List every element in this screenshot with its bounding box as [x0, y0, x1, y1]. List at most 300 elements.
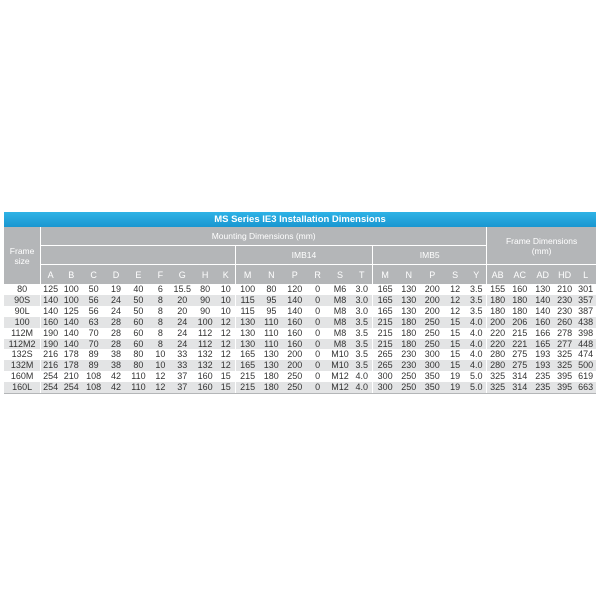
dimension-cell: 0: [306, 306, 328, 317]
dimension-cell: 130: [397, 284, 420, 295]
dimension-cell: 178: [60, 360, 82, 371]
dimension-cell: 24: [105, 295, 127, 306]
dimension-cell: 301: [575, 284, 596, 295]
dimension-cell: 200: [421, 306, 444, 317]
dimension-cell: 10: [150, 349, 171, 360]
column-header: P: [421, 265, 444, 285]
dimension-cell: 155: [487, 284, 508, 295]
dimension-cell: 130: [235, 339, 259, 350]
table-title: MS Series IE3 Installation Dimensions: [4, 212, 596, 227]
dimension-cell: 278: [554, 328, 575, 339]
dimension-cell: 180: [260, 382, 283, 393]
dimension-cell: 619: [575, 371, 596, 382]
dimension-cell: 89: [82, 349, 104, 360]
column-header: N: [397, 265, 420, 285]
dimension-cell: 33: [171, 360, 193, 371]
dimension-cell: 215: [373, 317, 397, 328]
dimension-cell: 38: [105, 360, 127, 371]
dimension-cell: 220: [487, 339, 508, 350]
dimension-cell: 15: [444, 328, 466, 339]
dimension-cell: 140: [60, 328, 82, 339]
dimension-cell: 140: [532, 306, 554, 317]
dimension-cell: 132: [193, 349, 216, 360]
table-row: [4, 306, 596, 317]
frame-size-cell: 160M: [4, 371, 41, 382]
column-header: AC: [508, 265, 531, 285]
dimension-cell: 300: [421, 360, 444, 371]
dimension-cell: 0: [306, 317, 328, 328]
table-row: [4, 284, 596, 295]
imb14-header: IMB14: [235, 246, 372, 265]
dimension-cell: 265: [373, 360, 397, 371]
dimension-cell: 230: [397, 349, 420, 360]
dimension-cell: 200: [421, 295, 444, 306]
dimension-cell: 314: [508, 382, 531, 393]
dimension-cell: 130: [260, 360, 283, 371]
column-header: S: [329, 265, 351, 285]
frame-size-cell: 160L: [4, 382, 41, 393]
dimension-cell: 15: [217, 371, 235, 382]
dimension-cell: 50: [127, 295, 149, 306]
dimension-cell: 120: [283, 284, 306, 295]
dimension-cell: 220: [487, 328, 508, 339]
dimension-cell: 215: [235, 382, 259, 393]
dimension-cell: 160: [283, 317, 306, 328]
dimension-cell: 438: [575, 317, 596, 328]
dimension-cell: 4.0: [466, 360, 486, 371]
dimension-cell: 70: [82, 328, 104, 339]
dimension-cell: 10: [217, 284, 235, 295]
dimension-cell: 80: [127, 349, 149, 360]
dimension-cell: 19: [444, 382, 466, 393]
dimension-cell: 0: [306, 339, 328, 350]
dimension-cell: 15: [217, 382, 235, 393]
dimension-cell: 230: [397, 360, 420, 371]
dimension-cell: 110: [260, 328, 283, 339]
dimension-cell: 216: [41, 360, 60, 371]
dimension-cell: 300: [421, 349, 444, 360]
dimension-cell: 24: [171, 328, 193, 339]
column-header: N: [260, 265, 283, 285]
dimension-cell: 277: [554, 339, 575, 350]
column-header: C: [82, 265, 104, 285]
dimension-cell: 110: [260, 339, 283, 350]
dimension-cell: 193: [532, 349, 554, 360]
table-row: [4, 349, 596, 360]
dimension-cell: 108: [82, 371, 104, 382]
dimension-cell: 140: [60, 317, 82, 328]
table-row: [4, 371, 596, 382]
frame-size-header-line2: size: [14, 255, 30, 266]
dimension-cell: 4.0: [351, 371, 372, 382]
frame-size-cell: 100: [4, 317, 41, 328]
dimension-cell: 3.5: [351, 360, 372, 371]
dimension-cell: 3.5: [466, 295, 486, 306]
dimension-cell: 3.5: [351, 349, 372, 360]
dimension-cell: 190: [41, 328, 60, 339]
dimension-cell: 663: [575, 382, 596, 393]
dimension-cell: 160: [532, 317, 554, 328]
dimension-cell: 50: [127, 306, 149, 317]
dimension-cell: 108: [82, 382, 104, 393]
dimension-cell: 10: [150, 360, 171, 371]
dimension-cell: 95: [260, 295, 283, 306]
dimension-cell: 12: [444, 284, 466, 295]
dimension-cell: 80: [127, 360, 149, 371]
dimension-cell: 130: [235, 328, 259, 339]
frame-size-cell: 80: [4, 284, 41, 295]
dimension-cell: 275: [508, 349, 531, 360]
dimension-cell: 112: [193, 339, 216, 350]
dimension-cell: 60: [127, 339, 149, 350]
dimension-cell: 165: [532, 339, 554, 350]
dimension-cell: 15: [444, 317, 466, 328]
dimension-cell: 474: [575, 349, 596, 360]
dimension-cell: 500: [575, 360, 596, 371]
dimension-cell: 40: [127, 284, 149, 295]
dimension-cell: 215: [235, 371, 259, 382]
dimension-cell: 28: [105, 328, 127, 339]
dimension-cell: M8: [329, 328, 351, 339]
dimension-cell: 24: [105, 306, 127, 317]
dimension-cell: 56: [82, 306, 104, 317]
dimension-cell: 160: [41, 317, 60, 328]
dimension-cell: 37: [171, 371, 193, 382]
dimension-cell: 190: [41, 339, 60, 350]
dimension-cell: 12: [150, 382, 171, 393]
dimension-cell: 12: [217, 317, 235, 328]
column-header: R: [306, 265, 328, 285]
dimension-cell: 166: [532, 328, 554, 339]
dimension-cell: 3.0: [351, 295, 372, 306]
dimension-cell: 0: [306, 371, 328, 382]
table-row: [4, 339, 596, 350]
dimension-cell: 115: [235, 295, 259, 306]
dimension-cell: 100: [235, 284, 259, 295]
column-header: D: [105, 265, 127, 285]
dimension-cell: 3.5: [466, 284, 486, 295]
dimension-cell: 4.0: [466, 349, 486, 360]
column-header: P: [283, 265, 306, 285]
dimension-cell: 63: [82, 317, 104, 328]
dimension-cell: 250: [283, 382, 306, 393]
table-row: [4, 328, 596, 339]
column-header: AB: [487, 265, 508, 285]
dimension-cell: 165: [373, 306, 397, 317]
dimension-cell: 448: [575, 339, 596, 350]
column-header: L: [575, 265, 596, 285]
dimension-cell: 3.0: [351, 284, 372, 295]
dimension-cell: 250: [397, 382, 420, 393]
imb5-header: IMB5: [373, 246, 487, 265]
column-header: A: [41, 265, 60, 285]
dimension-cell: 95: [260, 306, 283, 317]
dimension-cell: 100: [60, 284, 82, 295]
dimension-cell: 216: [41, 349, 60, 360]
dimension-cell: 165: [373, 284, 397, 295]
dimensions-table-container: [4, 212, 596, 394]
dimension-cell: M12: [329, 382, 351, 393]
frame-size-cell: 132S: [4, 349, 41, 360]
frame-size-cell: 90S: [4, 295, 41, 306]
dimension-cell: 350: [421, 382, 444, 393]
dimension-cell: M8: [329, 339, 351, 350]
column-header: F: [150, 265, 171, 285]
dimension-cell: 200: [283, 349, 306, 360]
table-bottom-rule: [4, 393, 596, 394]
dimension-cell: 180: [397, 317, 420, 328]
dimension-cell: 70: [82, 339, 104, 350]
dimension-cell: 115: [235, 306, 259, 317]
dimension-cell: 0: [306, 284, 328, 295]
frame-size-header: [4, 227, 41, 284]
dimension-cell: 178: [60, 349, 82, 360]
dimension-cell: 140: [283, 295, 306, 306]
installation-dimensions-table: [4, 212, 596, 393]
dimension-cell: 10: [217, 295, 235, 306]
dimension-cell: 265: [373, 349, 397, 360]
dimension-cell: 254: [41, 371, 60, 382]
dimension-cell: 8: [150, 317, 171, 328]
dimension-cell: 200: [283, 360, 306, 371]
dimension-cell: 235: [532, 382, 554, 393]
column-header: M: [235, 265, 259, 285]
dimension-cell: 130: [260, 349, 283, 360]
dimension-cell: 42: [105, 382, 127, 393]
dimension-cell: 6: [150, 284, 171, 295]
dimension-cell: 165: [373, 295, 397, 306]
dimension-cell: M12: [329, 371, 351, 382]
dimension-cell: 125: [41, 284, 60, 295]
frame-size-cell: 112M2: [4, 339, 41, 350]
table-row: [4, 317, 596, 328]
dimension-cell: 200: [487, 317, 508, 328]
dimension-cell: 325: [487, 382, 508, 393]
dimension-cell: 132: [193, 360, 216, 371]
dimension-cell: 250: [397, 371, 420, 382]
dimension-cell: 8: [150, 328, 171, 339]
dimension-cell: M8: [329, 295, 351, 306]
column-header: HD: [554, 265, 575, 285]
dimension-cell: 12: [444, 295, 466, 306]
dimension-cell: 280: [487, 360, 508, 371]
dimension-cell: 210: [60, 371, 82, 382]
dimension-cell: 130: [235, 317, 259, 328]
dimension-cell: 12: [217, 328, 235, 339]
dimension-cell: 3.5: [351, 328, 372, 339]
dimension-cell: 12: [150, 371, 171, 382]
frame-size-cell: 112M: [4, 328, 41, 339]
dimension-cell: 15.5: [171, 284, 193, 295]
dimension-cell: 0: [306, 328, 328, 339]
dimension-cell: 200: [421, 284, 444, 295]
dimension-cell: 12: [217, 360, 235, 371]
dimension-cell: 4.0: [466, 339, 486, 350]
dimension-cell: 28: [105, 317, 127, 328]
dimension-cell: 50: [82, 284, 104, 295]
dimension-cell: 5.0: [466, 371, 486, 382]
dimension-cell: 140: [41, 295, 60, 306]
column-header: S: [444, 265, 466, 285]
dimension-cell: 275: [508, 360, 531, 371]
dimension-cell: 160: [283, 328, 306, 339]
dimension-cell: 12: [444, 306, 466, 317]
dimension-cell: 180: [397, 339, 420, 350]
dimension-cell: 130: [397, 306, 420, 317]
dimension-cell: 90: [193, 306, 216, 317]
frame-dimensions-header: [487, 227, 596, 265]
dimension-cell: 325: [554, 360, 575, 371]
dimension-cell: 254: [60, 382, 82, 393]
column-header: AD: [532, 265, 554, 285]
dimension-cell: 221: [508, 339, 531, 350]
dimension-cell: 15: [444, 339, 466, 350]
dimension-cell: 180: [487, 306, 508, 317]
dimension-cell: 230: [554, 295, 575, 306]
dimension-cell: 130: [532, 284, 554, 295]
dimension-cell: 100: [193, 317, 216, 328]
dimension-cell: 0: [306, 295, 328, 306]
dimension-cell: 8: [150, 339, 171, 350]
dimension-cell: 210: [554, 284, 575, 295]
dimension-cell: 33: [171, 349, 193, 360]
dimension-cell: 100: [60, 295, 82, 306]
dimension-cell: 160: [193, 382, 216, 393]
dimension-cell: 180: [397, 328, 420, 339]
dimension-cell: 28: [105, 339, 127, 350]
dimension-cell: 80: [260, 284, 283, 295]
dimension-cell: 215: [508, 328, 531, 339]
dimension-cell: 5.0: [466, 382, 486, 393]
column-header: Y: [466, 265, 486, 285]
dimension-cell: 42: [105, 371, 127, 382]
dimension-cell: 250: [421, 328, 444, 339]
dimension-cell: 180: [487, 295, 508, 306]
dimension-cell: M10: [329, 360, 351, 371]
dimension-cell: 0: [306, 349, 328, 360]
dimension-cell: 357: [575, 295, 596, 306]
dimension-cell: 180: [508, 306, 531, 317]
column-header: E: [127, 265, 149, 285]
dimension-cell: 254: [41, 382, 60, 393]
dimension-cell: 112: [193, 328, 216, 339]
dimension-cell: 165: [235, 360, 259, 371]
dimension-cell: 110: [127, 382, 149, 393]
frame-size-cell: 90L: [4, 306, 41, 317]
dimension-cell: 24: [171, 339, 193, 350]
dimension-cell: 8: [150, 295, 171, 306]
dimension-cell: 19: [444, 371, 466, 382]
dimension-cell: 235: [532, 371, 554, 382]
dimension-cell: M8: [329, 317, 351, 328]
dimension-cell: 300: [373, 371, 397, 382]
column-header: K: [217, 265, 235, 285]
dimension-cell: 300: [373, 382, 397, 393]
dimension-cell: 215: [373, 339, 397, 350]
dimension-cell: M6: [329, 284, 351, 295]
dimension-cell: 250: [421, 339, 444, 350]
dimension-cell: 80: [193, 284, 216, 295]
dimension-cell: 206: [508, 317, 531, 328]
dimension-cell: 280: [487, 349, 508, 360]
column-header: T: [351, 265, 372, 285]
dimension-cell: 90: [193, 295, 216, 306]
dimension-cell: 160: [283, 339, 306, 350]
column-header: H: [193, 265, 216, 285]
dimension-cell: 89: [82, 360, 104, 371]
dimension-cell: 3.5: [351, 339, 372, 350]
dimension-cell: 140: [532, 295, 554, 306]
column-header: B: [60, 265, 82, 285]
dimension-cell: 325: [487, 371, 508, 382]
dimension-cell: 350: [421, 371, 444, 382]
table-row: [4, 382, 596, 393]
frame-dimensions-header-line1: Frame Dimensions: [505, 235, 578, 246]
mounting-dimensions-header: Mounting Dimensions (mm): [41, 227, 487, 246]
dimension-cell: 110: [260, 317, 283, 328]
dimension-cell: 180: [508, 295, 531, 306]
dimension-cell: 12: [217, 339, 235, 350]
dimension-cell: 20: [171, 295, 193, 306]
dimension-cell: 4.0: [466, 317, 486, 328]
dimension-cell: 398: [575, 328, 596, 339]
dimension-cell: 250: [283, 371, 306, 382]
dimension-cell: 387: [575, 306, 596, 317]
dimension-cell: 19: [105, 284, 127, 295]
dimension-cell: 395: [554, 382, 575, 393]
dimension-cell: 325: [554, 349, 575, 360]
frame-size-cell: 132M: [4, 360, 41, 371]
dimension-cell: 230: [554, 306, 575, 317]
dimension-cell: 38: [105, 349, 127, 360]
dimension-cell: 140: [283, 306, 306, 317]
dimension-cell: 20: [171, 306, 193, 317]
dimension-cell: 4.0: [351, 382, 372, 393]
dimension-cell: 15: [444, 349, 466, 360]
dimension-cell: 0: [306, 382, 328, 393]
dimension-cell: 180: [260, 371, 283, 382]
dimension-cell: 260: [554, 317, 575, 328]
dimension-cell: 215: [373, 328, 397, 339]
dimension-cell: 60: [127, 328, 149, 339]
dimension-cell: 125: [60, 306, 82, 317]
dimension-cell: 3.5: [466, 306, 486, 317]
dimension-cell: 193: [532, 360, 554, 371]
dimension-cell: 250: [421, 317, 444, 328]
dimension-cell: 56: [82, 295, 104, 306]
table-row: [4, 295, 596, 306]
dimension-cell: 4.0: [466, 328, 486, 339]
frame-size-header-line1: Frame: [9, 245, 35, 256]
dimension-cell: 110: [127, 371, 149, 382]
dimension-cell: M10: [329, 349, 351, 360]
dimension-cell: 140: [60, 339, 82, 350]
dimension-cell: 395: [554, 371, 575, 382]
dimension-cell: 160: [193, 371, 216, 382]
dimension-cell: 10: [217, 306, 235, 317]
dimension-cell: 24: [171, 317, 193, 328]
dimension-cell: 160: [508, 284, 531, 295]
column-header: M: [373, 265, 397, 285]
dimension-cell: 140: [41, 306, 60, 317]
dimension-cell: 0: [306, 360, 328, 371]
dimension-cell: 15: [444, 360, 466, 371]
blank-group-header: [41, 246, 236, 265]
dimension-cell: 3.0: [351, 306, 372, 317]
dimension-cell: 3.5: [351, 317, 372, 328]
dimension-cell: 12: [217, 349, 235, 360]
column-header: G: [171, 265, 193, 285]
